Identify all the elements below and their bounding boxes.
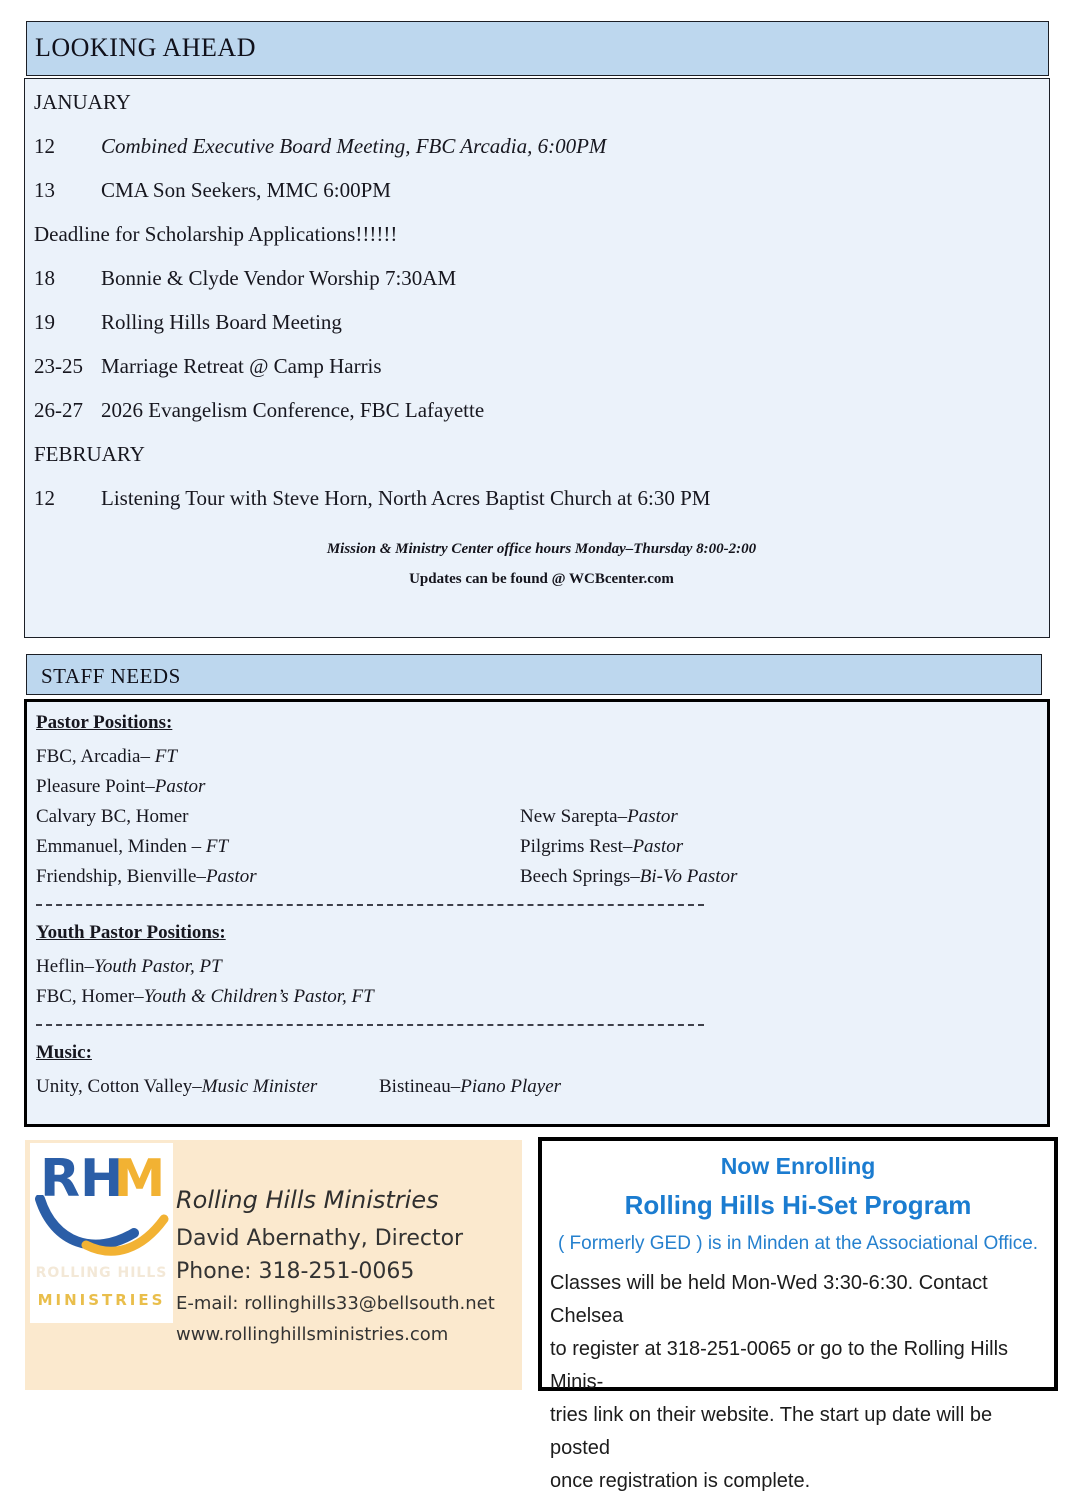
- enrolling-title: Now Enrolling: [720, 1153, 876, 1179]
- position-role: Pastor: [627, 806, 678, 827]
- ministry-contact-card: [25, 1140, 522, 1390]
- church-name: FBC, Arcadia–: [36, 746, 155, 767]
- event-date: 23-25: [34, 353, 83, 378]
- looking-ahead-panel: [24, 78, 1050, 638]
- event-date: 13: [34, 177, 55, 202]
- staff-entry: [520, 836, 1047, 858]
- program-details: [550, 1267, 1048, 1498]
- event-text: Bonnie & Clyde Vendor Worship 7:30AM: [101, 265, 457, 290]
- event-text: Combined Executive Board Meeting, FBC Arcadia, 6:00PM: [101, 133, 607, 158]
- position-role: Pastor: [632, 836, 684, 857]
- position-role: Bi-Vo Pastor: [639, 866, 738, 887]
- position-role: FT: [154, 746, 177, 767]
- website-url: www.rollinghillsministries.com: [176, 1324, 449, 1345]
- staff-row: [36, 742, 1047, 772]
- event-date: 18: [34, 265, 55, 290]
- logo-rh-letters: RH: [40, 1149, 124, 1209]
- month-heading: [34, 80, 1049, 124]
- church-name: Calvary BC, Homer: [36, 806, 189, 827]
- position-role: Youth & Children’s Pastor, FT: [143, 986, 374, 1007]
- church-name: New Sarepta–: [520, 806, 628, 827]
- pastor-positions-heading: Pastor Positions:: [36, 712, 173, 733]
- event-row: [34, 124, 1049, 168]
- event-date: 19: [34, 309, 55, 334]
- event-row: [34, 300, 1049, 344]
- logo-m-letter: M: [113, 1149, 166, 1209]
- logo-ministries-label: MINISTRIES: [37, 1291, 166, 1309]
- staff-entry: [520, 866, 1047, 888]
- position-role: Piano Player: [460, 1076, 562, 1097]
- church-name: Unity, Cotton Valley–: [36, 1076, 202, 1097]
- event-row: [34, 168, 1049, 212]
- staff-entry: [36, 776, 520, 798]
- program-details-line: once registration is complete.: [550, 1470, 811, 1492]
- church-name: Pilgrims Rest–: [520, 836, 633, 857]
- office-hours-note: Mission & Ministry Center office hours Monday–Thursday 8:00-2:00: [326, 541, 757, 557]
- month-heading: [34, 432, 1049, 476]
- program-details-line: Classes will be held Mon-Wed 3:30-6:30. Contact Chelsea: [550, 1272, 988, 1327]
- event-date: 12: [34, 133, 55, 158]
- church-name: Bistineau–: [379, 1076, 461, 1097]
- event-text: Listening Tour with Steve Horn, North Acres Baptist Church at 6:30 PM: [101, 485, 711, 510]
- section-divider: [36, 1024, 704, 1026]
- program-details-line: to register at 318-251-0065 or go to the Rolling Hills Minis-: [550, 1338, 1009, 1393]
- organization-name: Rolling Hills Ministries: [176, 1186, 439, 1214]
- event-row: [34, 344, 1049, 388]
- staff-row: [36, 772, 1047, 802]
- rhm-logo: [30, 1143, 173, 1323]
- event-date: 12: [34, 485, 55, 510]
- church-name: FBC, Homer–: [36, 986, 144, 1007]
- event-row: [34, 476, 1049, 520]
- position-role: Music Minister: [201, 1076, 318, 1097]
- updates-note: Updates can be found @ WCBcenter.com: [409, 571, 674, 587]
- section-divider: [36, 904, 704, 906]
- month-label: FEBRUARY: [34, 441, 145, 466]
- staff-entry: [36, 836, 520, 858]
- program-details-line: tries link on their website. The start up date will be posted: [550, 1404, 993, 1459]
- swoosh-icon: [32, 1195, 170, 1267]
- logo-watermark: ROLLING HILLS: [35, 1265, 168, 1281]
- event-row: [34, 388, 1049, 432]
- staff-entry: [520, 806, 1047, 828]
- looking-ahead-header: [26, 21, 1049, 76]
- looking-ahead-title: LOOKING AHEAD: [35, 33, 256, 62]
- position-role: FT: [205, 836, 229, 857]
- event-text: CMA Son Seekers, MMC 6:00PM: [101, 177, 391, 202]
- contact-info: [176, 1186, 495, 1350]
- staff-row: [36, 982, 1047, 1012]
- staff-entry: [379, 1076, 561, 1098]
- program-title: Rolling Hills Hi-Set Program: [624, 1190, 972, 1220]
- staff-entry: [36, 746, 520, 768]
- staff-entry: [36, 956, 222, 978]
- panel-footer: [34, 534, 1049, 594]
- church-name: Pleasure Point–: [36, 776, 155, 797]
- staff-row: [36, 802, 1047, 832]
- staff-entry: [36, 806, 520, 828]
- youth-pastor-heading: Youth Pastor Positions:: [36, 922, 226, 943]
- month-label: JANUARY: [34, 89, 131, 114]
- event-text: Marriage Retreat @ Camp Harris: [101, 353, 382, 378]
- position-role: Pastor: [154, 776, 206, 797]
- enrolling-notice: [538, 1137, 1058, 1492]
- staff-row: [36, 832, 1047, 862]
- music-heading: Music:: [36, 1042, 92, 1063]
- staff-row: [36, 952, 1047, 982]
- event-text: Deadline for Scholarship Applications!!!!!!: [34, 221, 398, 246]
- church-name: Beech Springs–: [520, 866, 640, 887]
- position-role: Youth Pastor, PT: [94, 956, 222, 977]
- staff-entry: [36, 986, 374, 1008]
- program-subtitle: ( Formerly GED ) is in Minden at the Associational Office.: [557, 1233, 1039, 1254]
- staff-row: [36, 862, 1047, 892]
- event-date: 26-27: [34, 397, 83, 422]
- director-name: David Abernathy, Director: [176, 1226, 464, 1251]
- staff-needs-title: STAFF NEEDS: [41, 664, 181, 688]
- church-name: Emmanuel, Minden –: [36, 836, 206, 857]
- email-address: E-mail: rollinghills33@bellsouth.net: [176, 1293, 495, 1314]
- staff-row: [36, 1072, 1047, 1102]
- phone-number: Phone: 318-251-0065: [176, 1259, 415, 1284]
- event-row: [34, 256, 1049, 300]
- event-text: 2026 Evangelism Conference, FBC Lafayette: [101, 397, 485, 422]
- church-name: Friendship, Bienville–: [36, 866, 206, 887]
- church-name: Heflin–: [36, 956, 95, 977]
- staff-needs-header: [26, 654, 1042, 695]
- staff-needs-panel: [24, 699, 1050, 1127]
- event-row: [34, 212, 1049, 256]
- staff-entry: [36, 1076, 379, 1098]
- position-role: Pastor: [205, 866, 257, 887]
- staff-entry: [36, 866, 520, 888]
- event-text: Rolling Hills Board Meeting: [101, 309, 342, 334]
